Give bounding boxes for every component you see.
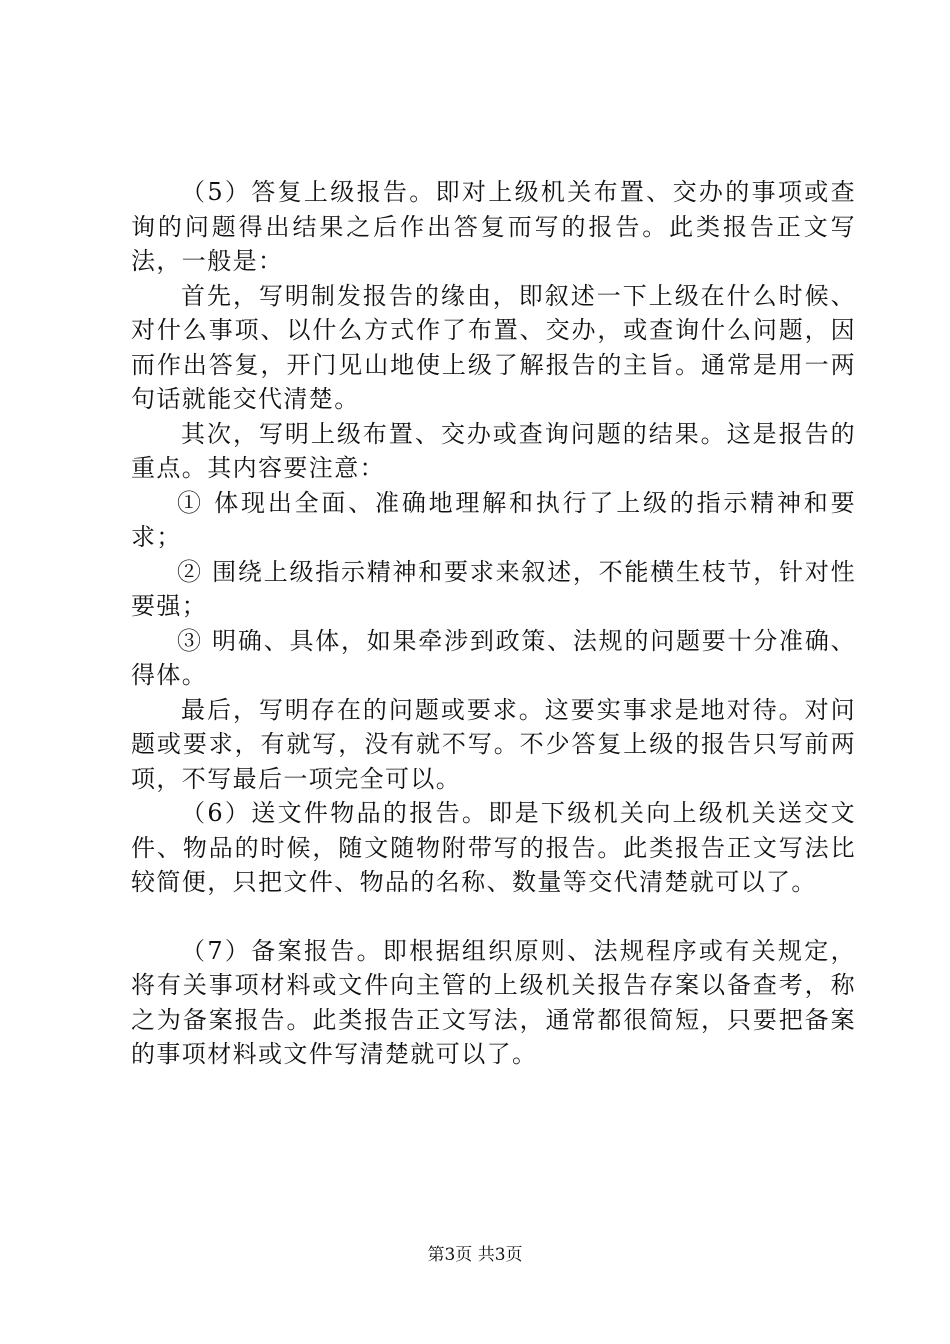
list-item-3: ③ 明确、具体，如果牵涉到政策、法规的问题要十分准确、得体。 [131,626,856,689]
paragraph-delivery-report: （6）送文件物品的报告。即是下级机关向上级机关送交文件、物品的时候，随文随物附带写的报告。此类报告正文写法比较简便，只把文件、物品的名称、数量等交代清楚就可以了。 [131,799,856,896]
list-item-1: ① 体现出全面、准确地理解和执行了上级的指示精神和要求； [131,488,856,551]
paragraph-filing-report: （7）备案报告。即根据组织原则、法规程序或有关规定，将有关事项材料或文件向主管的上级机关报告存案以备查考，称之为备案报告。此类报告正文写法，通常都很简短，只要把备案的事项材料或文件写清楚就可以了。 [131,936,856,1068]
document-body [131,175,856,1072]
paragraph-reply-report: （5）答复上级报告。即对上级机关布置、交办的事项或查询的问题得出结果之后作出答复而写的报告。此类报告正文写法，一般是： [131,178,856,275]
paragraph-second-step: 其次，写明上级布置、交办或查询问题的结果。这是报告的重点。其内容要注意： [131,419,856,482]
paragraph-first-step: 首先，写明制发报告的缘由，即叙述一下上级在什么时候、对什么事项、以什么方式作了布置、交办，或查询什么问题，因而作出答复，开门见山地使上级了解报告的主旨。通常是用一两句话就能交代清楚。 [131,281,856,413]
list-item-2: ② 围绕上级指示精神和要求来叙述，不能横生枝节，针对性要强； [131,557,856,620]
page-footer: 第3页 共3页 [427,1245,523,1265]
paragraph-final-step: 最后，写明存在的问题或要求。这要实事求是地对待。对问题或要求，有就写，没有就不写。不少答复上级的报告只写前两项，不写最后一项完全可以。 [131,695,856,793]
